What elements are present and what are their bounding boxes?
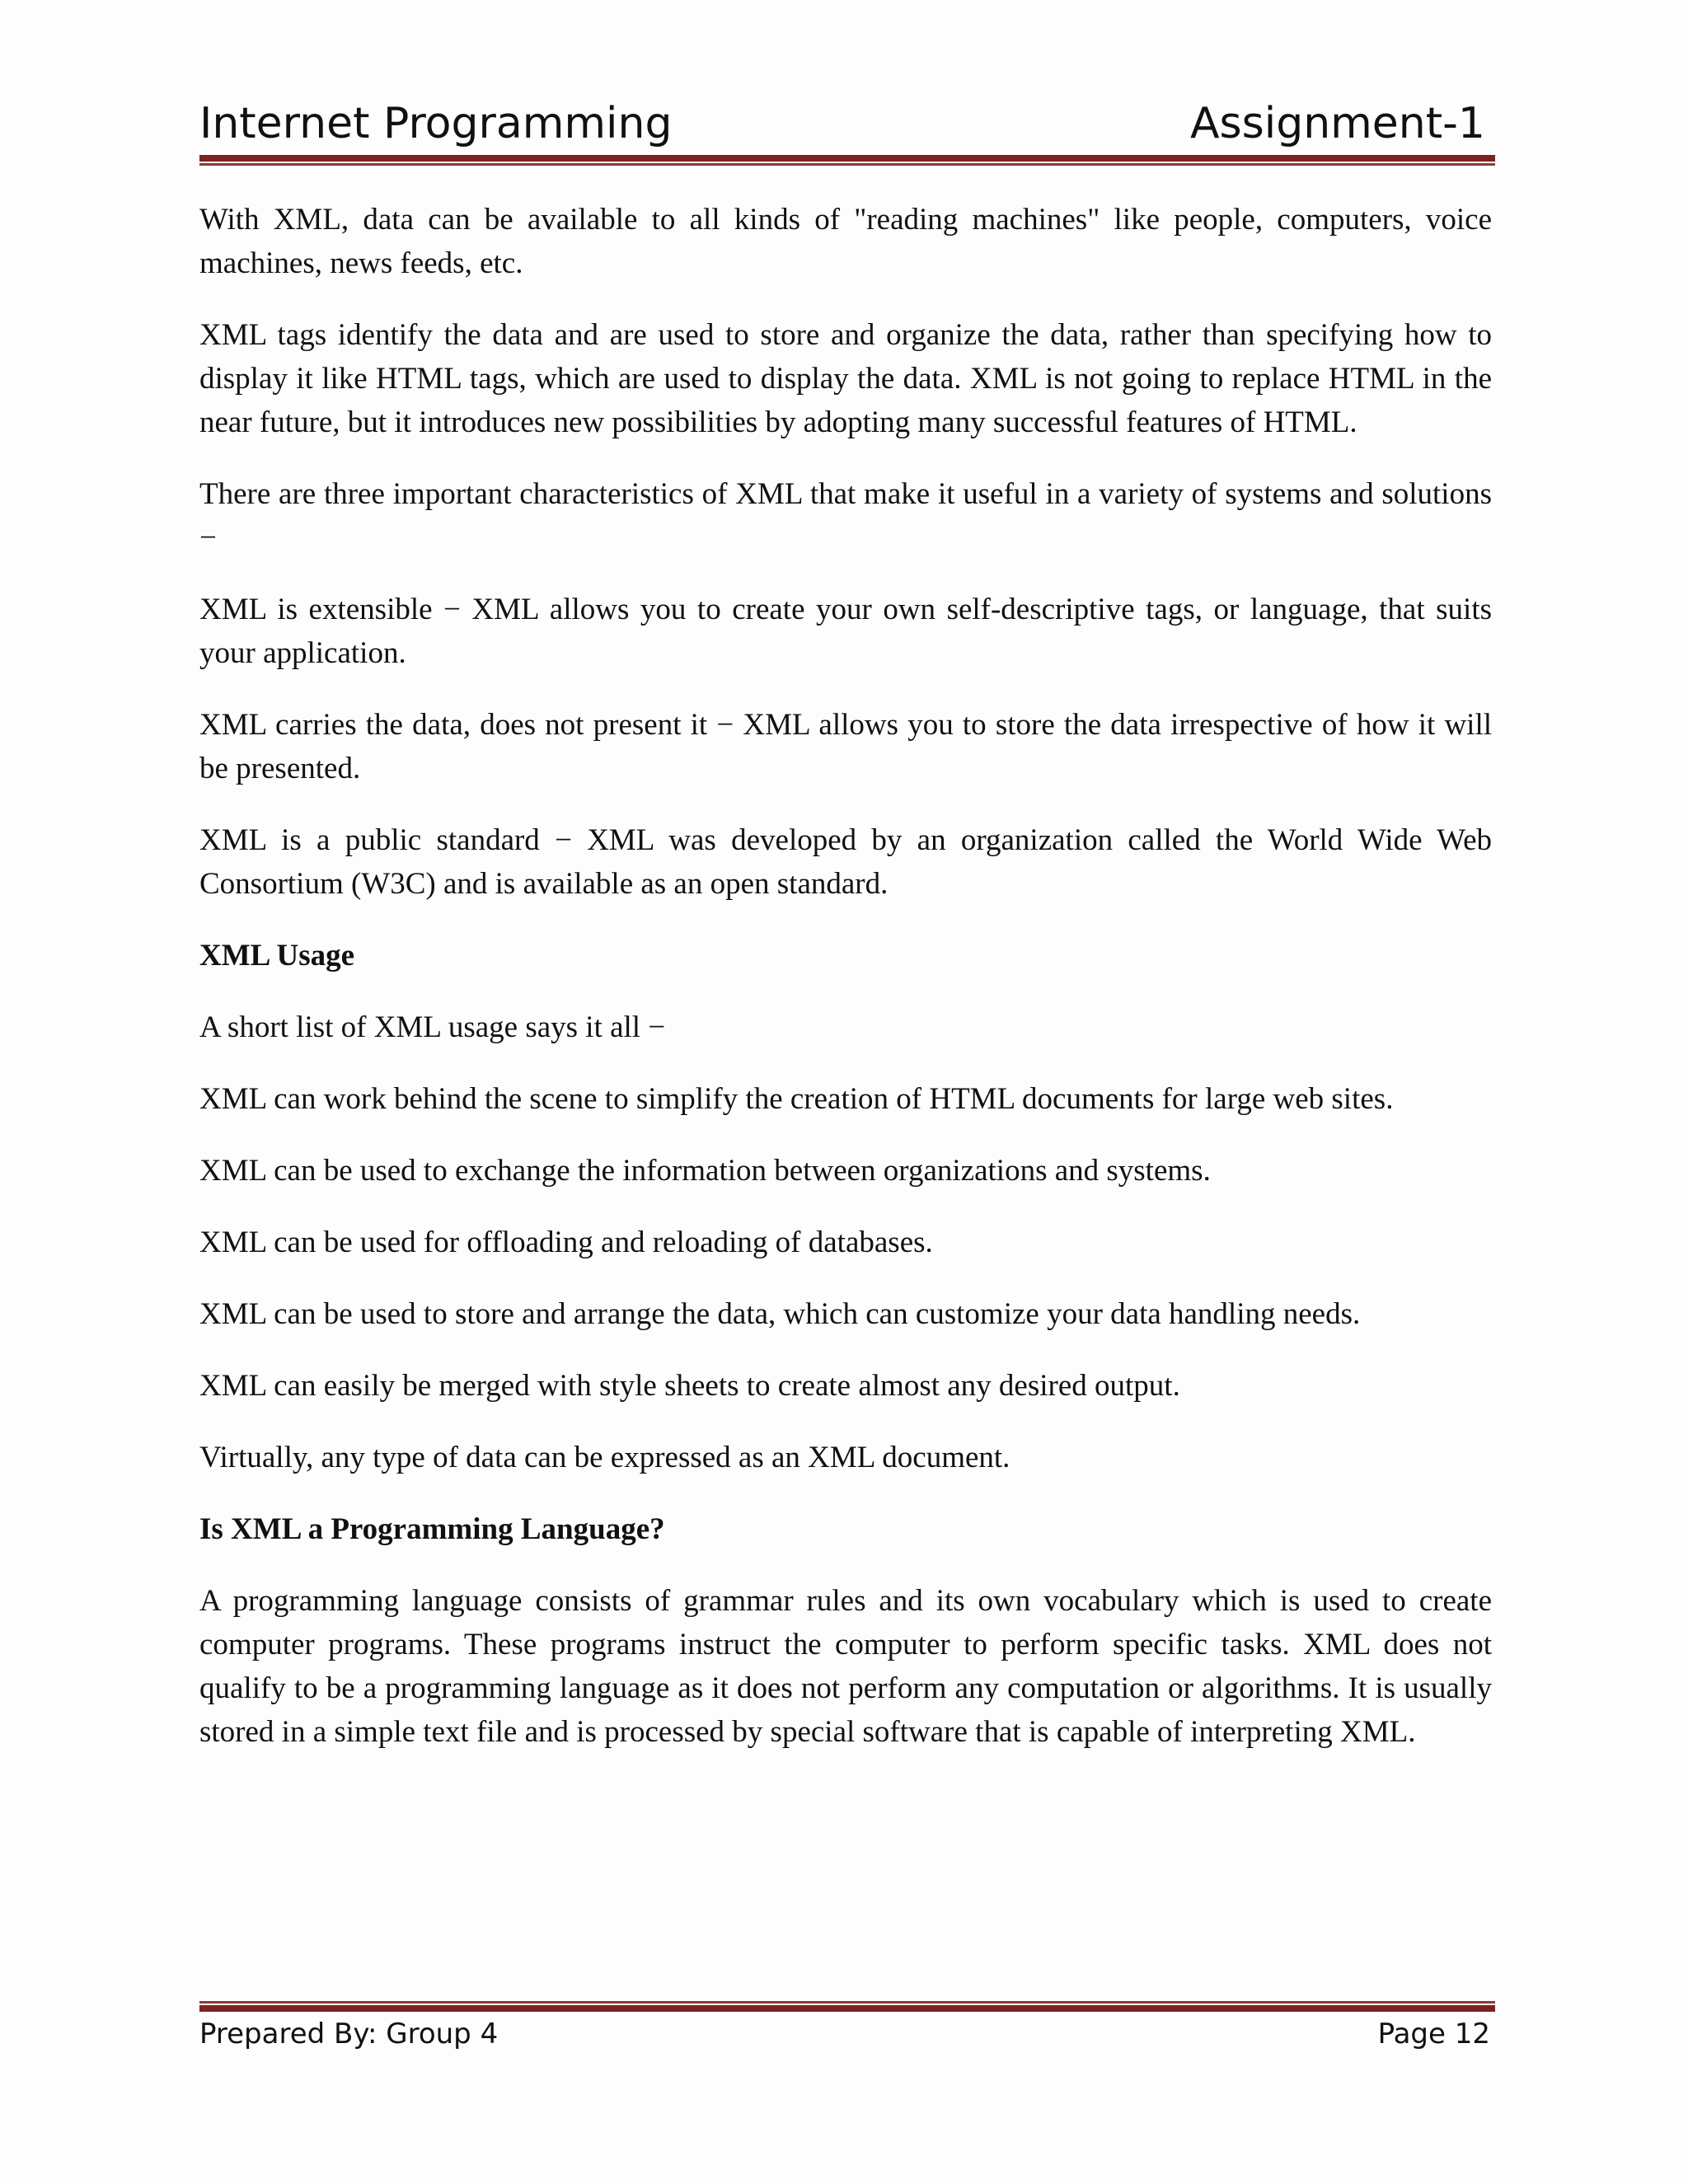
footer-page-number: Page 12 [1377, 2018, 1490, 2050]
paragraph-public-standard: XML is a public standard − XML was developed by an organization called the World Wide Web Consortium (W3C) and is available as an open standard. [199, 823, 1492, 901]
paragraph-programming-language: A programming language consists of grammar rules and its own vocabulary which is used to create computer programs. These programs instruct the computer to perform specific tasks. XML does not qualify to be a programming language as it does not perform any computation or algorithms. It is usually stored in a simple text file and is processed by special software that is capable of interpreting XML. [199, 1584, 1492, 1749]
heading-xml-usage: XML Usage [199, 939, 355, 972]
paragraph-usage-stylesheets: XML can easily be merged with style sheets to create almost any desired output. [199, 1369, 1180, 1403]
footer-prepared-by: Prepared By: Group 4 [199, 2018, 499, 2050]
paragraph-usage-exchange: XML can be used to exchange the information between organizations and systems. [199, 1154, 1211, 1188]
paragraph-xml-availability: With XML, data can be available to all kinds of "reading machines" like people, computers, voice machines, news feeds, etc. [199, 203, 1492, 280]
heading-programming-language: Is XML a Programming Language? [199, 1512, 665, 1546]
footer-rule-thick [199, 2005, 1495, 2012]
paragraph-usage-store: XML can be used to store and arrange the data, which can customize your data handling needs. [199, 1297, 1361, 1331]
header-assignment: Assignment-1 [1189, 99, 1485, 148]
page-content [199, 198, 1492, 1782]
paragraph-usage-virtually: Virtually, any type of data can be expressed as an XML document. [199, 1441, 1010, 1474]
page-footer [199, 2018, 1493, 2059]
paragraph-usage-html: XML can work behind the scene to simplify the creation of HTML documents for large web sites. [199, 1082, 1394, 1116]
header-rule-thick [199, 155, 1495, 162]
paragraph-characteristics-intro: There are three important characteristics of XML that make it useful in a variety of systems and solutions − [199, 477, 1492, 555]
header-title: Internet Programming [199, 99, 673, 148]
footer-rule-thin [199, 2001, 1495, 2004]
paragraph-usage-intro: A short list of XML usage says it all − [199, 1010, 666, 1044]
paragraph-extensible: XML is extensible − XML allows you to create your own self-descriptive tags, or language, that suits your application. [199, 593, 1492, 670]
header-rule-thin [199, 163, 1495, 166]
paragraph-xml-tags: XML tags identify the data and are used to store and organize the data, rather than specifying how to display it like HTML tags, which are used to display the data. XML is not going to replace HTML in the near future, but it introduces new possibilities by adopting many successful features of HTML. [199, 318, 1492, 439]
paragraph-carries-data: XML carries the data, does not present it − XML allows you to store the data irrespective of how it will be presented. [199, 708, 1492, 785]
paragraph-usage-databases: XML can be used for offloading and reloading of databases. [199, 1226, 933, 1259]
page-header [199, 97, 1493, 155]
